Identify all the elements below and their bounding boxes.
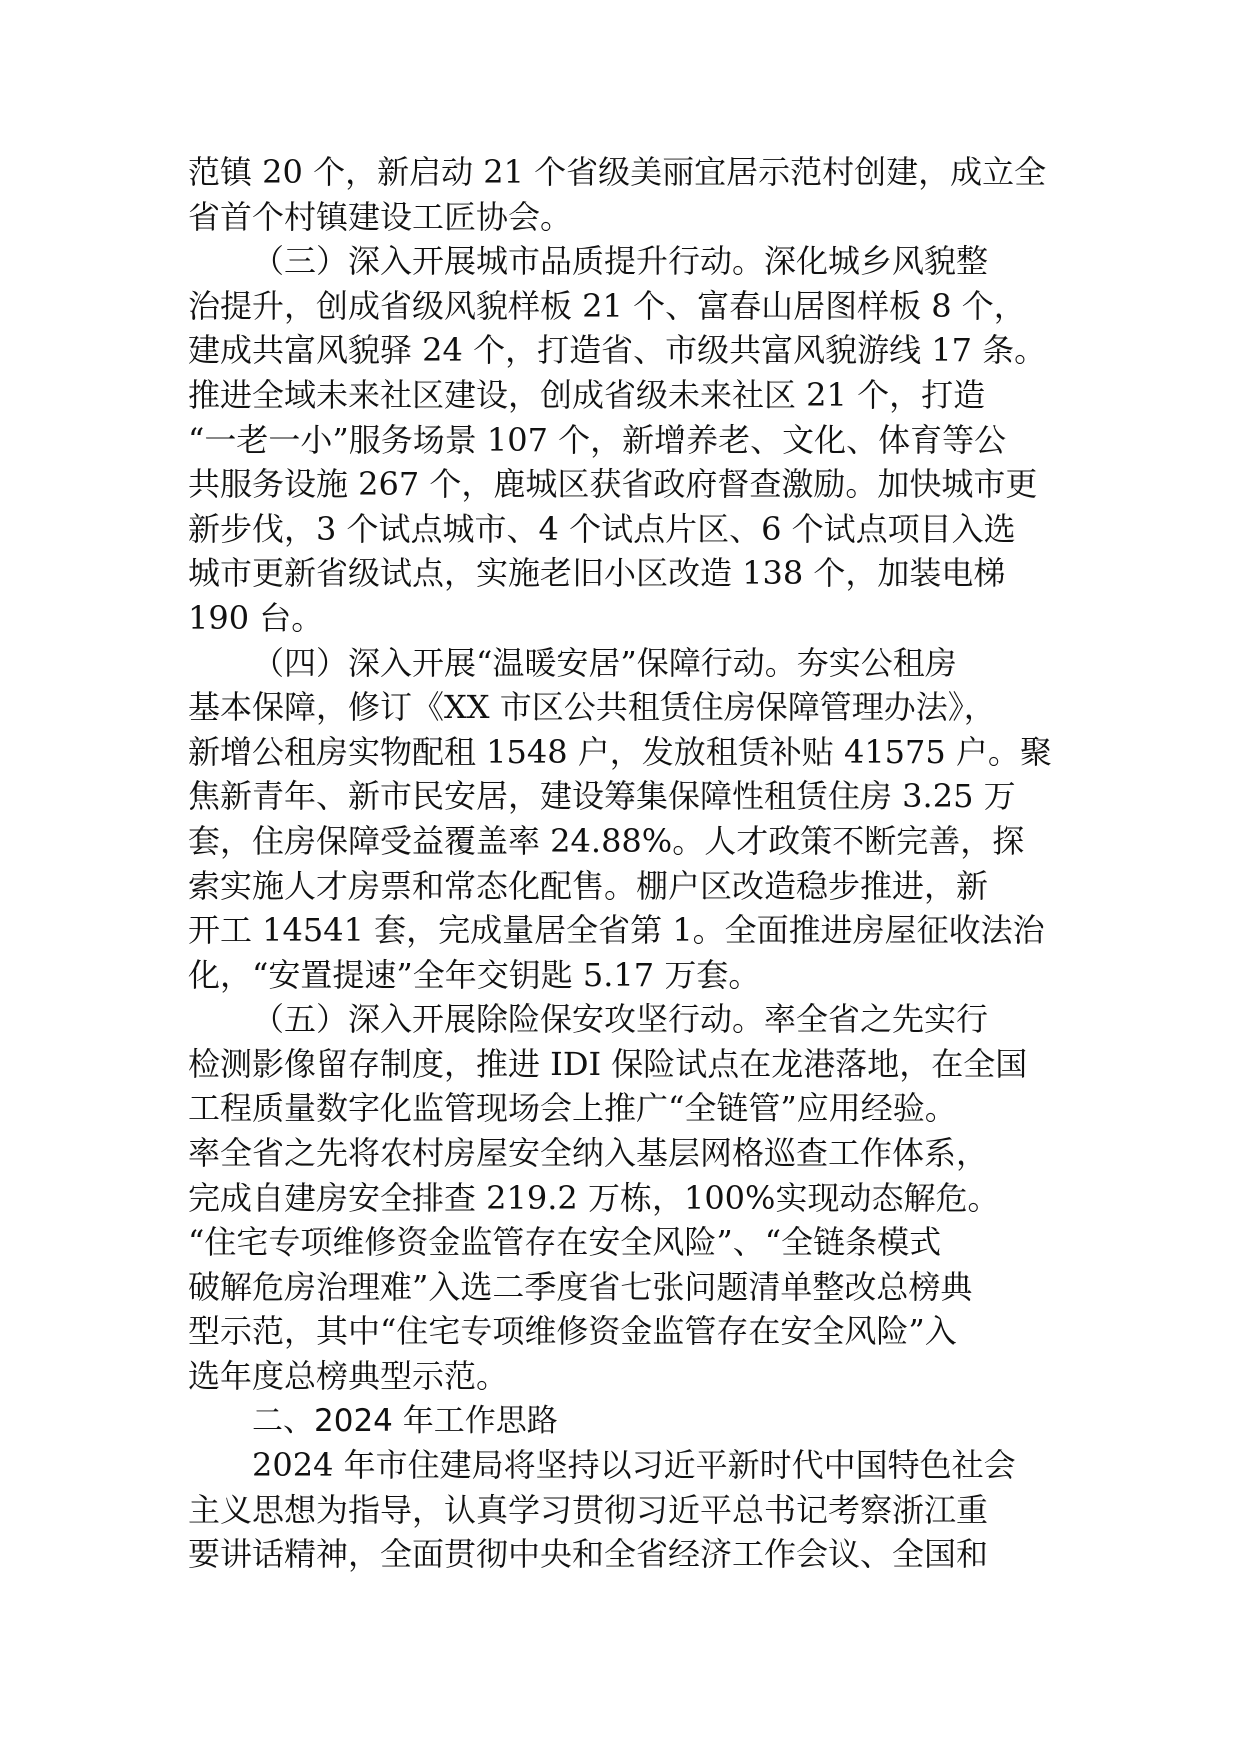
- text-line-16: 套，住房保障受益覆盖率 24.88%。人才政策不断完善，探: [188, 821, 1025, 860]
- text-line-17: 索实施人才房票和常态化配售。棚户区改造稳步推进，新: [188, 866, 989, 905]
- section-4-paragraph-line-1: （四）深入开展“温暖安居”保障行动。夯实公租房: [252, 643, 957, 682]
- text-line-32: 要讲话精神，全面贯彻中央和全省经济工作会议、全国和: [188, 1535, 989, 1574]
- text-line-2: 省首个村镇建设工匠协会。: [188, 197, 573, 236]
- text-line-9: 新步伐，3 个试点城市、4 个试点片区、6 个试点项目入选: [188, 509, 1016, 548]
- text-line-7: “一老一小”服务场景 107 个，新增养老、文化、体育等公: [188, 420, 1007, 459]
- text-line-14: 新增公租房实物配租 1548 户，发放租赁补贴 41575 户。聚: [188, 732, 1052, 771]
- text-line-1: 范镇 20 个，新启动 21 个省级美丽宜居示范村创建，成立全: [188, 153, 1047, 191]
- section-3-paragraph-line-1: （三）深入开展城市品质提升行动。深化城乡风貌整: [252, 242, 989, 281]
- text-line-22: 工程质量数字化监管现场会上推广“全链管”应用经验。: [188, 1089, 957, 1128]
- text-line-13: 基本保障，修订《XX 市区公共租赁住房保障管理办法》，: [188, 688, 996, 727]
- section-5-paragraph-line-1: （五）深入开展除险保安攻坚行动。率全省之先实行: [252, 1000, 989, 1039]
- text-line-6: 推进全域未来社区建设，创成省级未来社区 21 个，打造: [188, 375, 986, 414]
- text-line-31: 主义思想为指导，认真学习贯彻习近平总书记考察浙江重: [188, 1490, 989, 1529]
- text-line-19: 化，“安置提速”全年交钥匙 5.17 万套。: [188, 955, 761, 994]
- text-line-25: “住宅专项维修资金监管存在安全风险”、“全链条模式: [188, 1223, 942, 1262]
- text-line-28: 选年度总榜典型示范。: [188, 1357, 509, 1396]
- text-line-11: 190 台。: [188, 598, 324, 637]
- text-line-4: 治提升，创成省级风貌样板 21 个、富春山居图样板 8 个，: [188, 286, 1026, 325]
- text-line-5: 建成共富风貌驿 24 个，打造省、市级共富风貌游线 17 条。: [188, 331, 1047, 370]
- plan-paragraph-line-1: 2024 年市住建局将坚持以习近平新时代中国特色社会: [252, 1446, 1016, 1485]
- text-line-24: 完成自建房安全排查 219.2 万栋，100%实现动态解危。: [188, 1178, 1000, 1217]
- text-line-23: 率全省之先将农村房屋安全纳入基层网格巡查工作体系，: [188, 1134, 989, 1173]
- text-line-10: 城市更新省级试点，实施老旧小区改造 138 个，加装电梯: [188, 554, 1006, 593]
- text-line-26: 破解危房治理难”入选二季度省七张问题清单整改总榜典: [188, 1267, 973, 1306]
- text-line-18: 开工 14541 套，完成量居全省第 1。全面推进房屋征收法治: [188, 911, 1045, 950]
- text-line-21: 检测影像留存制度，推进 IDI 保险试点在龙港落地，在全国: [188, 1044, 1028, 1083]
- section-heading-2024-plan: 二、2024 年工作思路: [252, 1402, 558, 1439]
- text-line-15: 焦新青年、新市民安居，建设筹集保障性租赁住房 3.25 万: [188, 777, 1016, 816]
- text-line-27: 型示范，其中“住宅专项维修资金监管存在安全风险”入: [188, 1312, 957, 1351]
- text-line-8: 共服务设施 267 个，鹿城区获省政府督查激励。加快城市更: [188, 465, 1038, 504]
- document-page: [188, 150, 1054, 1577]
